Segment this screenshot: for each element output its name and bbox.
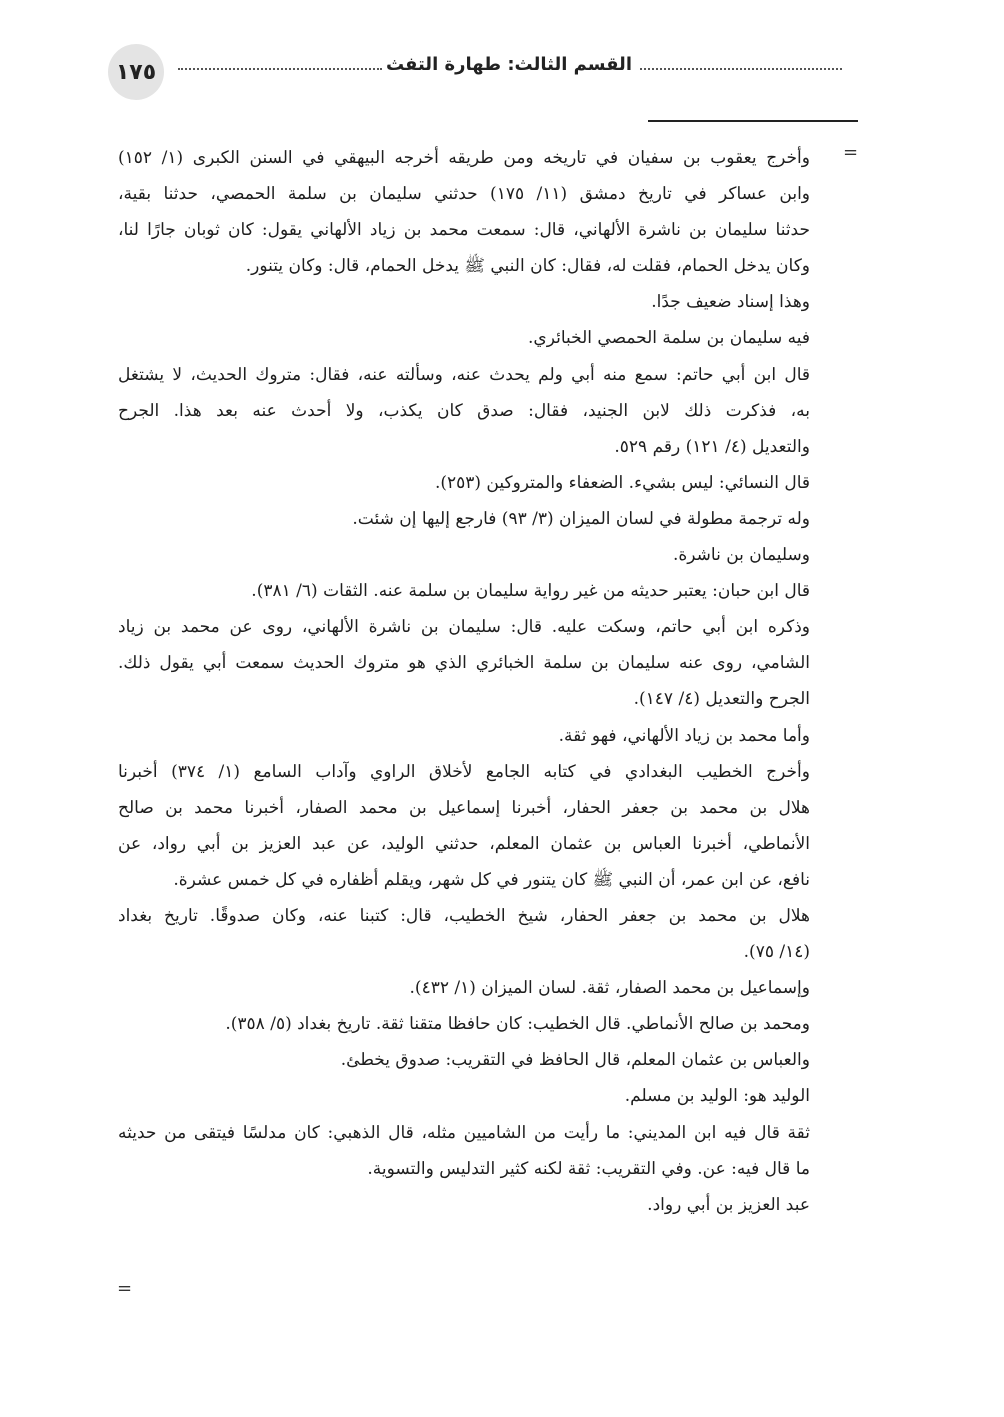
- text-line: قال ابن أبي حاتم: سمع منه أبي ولم يحدث عنه، وسألته عنه، فقال: متروك الحديث، لا يشتغل: [118, 364, 810, 385]
- text-line: هلال بن محمد بن جعفر الحفار، أخبرنا إسماعيل بن محمد الصفار، أخبرنا محمد بن صالح: [118, 797, 810, 818]
- page-header: [0, 44, 1004, 104]
- text-line: وله ترجمة مطولة في لسان الميزان (٣/ ٩٣) فارجع إليها إن شئت.: [352, 508, 810, 529]
- text-line: وسليمان بن ناشرة.: [672, 545, 810, 566]
- text-line: ومحمد بن صالح الأنماطي. قال الخطيب: كان حافظا متقنا ثقة. تاريخ بغداد (٥/ ٣٥٨).: [225, 1014, 810, 1035]
- text-line: وكان يدخل الحمام، فقلت له، فقال: كان النبي ﷺ يدخل الحمام، قال: وكان يتنور.: [245, 256, 810, 277]
- text-line: نافع، عن ابن عمر، أن النبي ﷺ كان يتنور في كل شهر، ويقلم أظفاره في كل خمس عشرة.: [173, 869, 810, 890]
- text-line: وأما محمد بن زياد الألهاني، فهو ثقة.: [558, 725, 810, 746]
- text-line: وذكره ابن أبي حاتم، وسكت عليه. قال: سليمان بن ناشرة الألهاني، روى عن محمد بن زياد: [118, 617, 810, 638]
- text-line: الشامي، روى عنه سليمان بن سلمة الخبائري الذي هو متروك الحديث سمعت أبي يقول ذلك.: [118, 653, 810, 674]
- text-line: وهذا إسناد ضعيف جدًا.: [651, 292, 810, 313]
- text-line: ثقة قال فيه ابن المديني: ما رأيت من الشاميين مثله، قال الذهبي: كان مدلسًا فيتقى من حديثه: [118, 1122, 810, 1143]
- text-line: وإسماعيل بن محمد الصفار، ثقة. لسان الميزان (١/ ٤٣٢).: [409, 978, 810, 999]
- continuation-mark-bottom: =: [117, 1278, 133, 1299]
- footnote-separator: [648, 120, 858, 122]
- header-dotted-leader-left: [178, 68, 382, 70]
- text-line: وابن عساكر في تاريخ دمشق (١١/ ١٧٥) حدثني سليمان بن سلمة الحمصي، حدثنا بقية،: [118, 184, 810, 205]
- header-dotted-leader-right: [640, 68, 842, 70]
- text-line: قال النسائي: ليس بشيء. الضعفاء والمتروكين (٢٥٣).: [434, 472, 810, 493]
- text-line: والتعديل (٤/ ١٢١) رقم ٥٢٩.: [614, 436, 810, 457]
- text-line: ما قال فيه: عن. وفي التقريب: ثقة لكنه كثير التدليس والتسوية.: [367, 1158, 810, 1179]
- text-line: فيه سليمان بن سلمة الحمصي الخبائري.: [528, 328, 810, 349]
- footnote-text: [118, 140, 810, 1320]
- text-line: وأخرج الخطيب البغدادي في كتابه الجامع لأخلاق الراوي وآداب السامع (١/ ٣٧٤) أخبرنا: [118, 761, 810, 782]
- text-line: الأنماطي، أخبرنا العباس بن عثمان المعلم، حدثني الوليد، عن عبد العزيز بن أبي رواد، عن: [118, 833, 810, 854]
- continuation-mark-top: =: [843, 142, 859, 163]
- text-line: عبد العزيز بن أبي رواد.: [647, 1194, 810, 1215]
- text-line: (١٤/ ٧٥).: [743, 942, 810, 963]
- running-title: القسم الثالث: طهارة التفث: [385, 54, 632, 75]
- page-number: ١٧٥: [108, 44, 164, 100]
- text-line: قال ابن حبان: يعتبر حديثه من غير رواية سليمان بن سلمة عنه. الثقات (٦/ ٣٨١).: [251, 581, 810, 602]
- text-line: والعباس بن عثمان المعلم، قال الحافظ في التقريب: صدوق يخطئ.: [340, 1050, 810, 1071]
- text-line: به، فذكرت ذلك لابن الجنيد، فقال: صدق كان يكذب، ولا أحدث عنه بعد هذا. الجرح: [118, 400, 810, 421]
- text-line: وأخرج يعقوب بن سفيان في تاريخه ومن طريقه أخرجه البيهقي في السنن الكبرى (١/ ١٥٢): [118, 148, 810, 168]
- text-line: هلال بن محمد بن جعفر الحفار، شيخ الخطيب، قال: كتبنا عنه، وكان صدوقًا. تاريخ بغداد: [118, 905, 810, 926]
- text-line: الجرح والتعديل (٤/ ١٤٧).: [633, 689, 810, 710]
- text-line: حدثنا سليمان بن ناشرة الألهاني، قال: سمعت محمد بن زياد الألهاني يقول: كان ثوبان جارًا لنا،: [118, 220, 810, 241]
- text-line: الوليد هو: الوليد بن مسلم.: [624, 1086, 810, 1107]
